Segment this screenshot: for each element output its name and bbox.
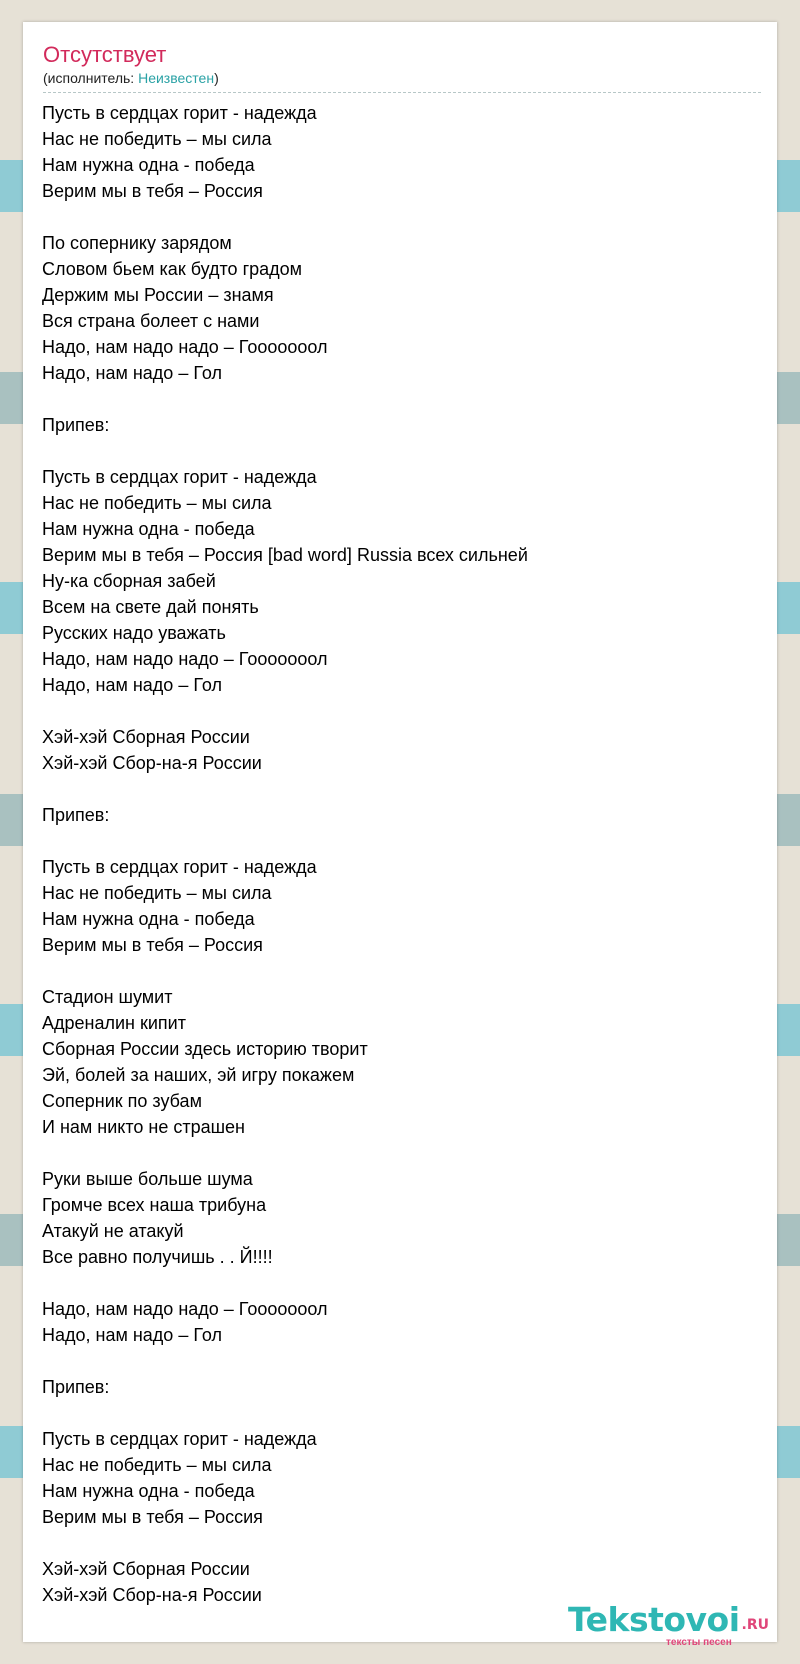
artist-prefix: (исполнитель:	[43, 70, 139, 86]
logo-tagline: тексты песен	[666, 1637, 732, 1648]
lyrics-card	[23, 22, 777, 1648]
lyrics-text: Пусть в сердцах горит - надежда Нас не победить – мы сила Нам нужна одна - победа Верим мы в тебя – Россия По сопернику зарядом Словом бьем как будто градом Держим мы России – знамя Вся страна болеет с нами Надо, нам надо надо – Гооооооол Надо, нам надо – Гол Припев: Пусть в сердцах горит - надежда Нас не победить – мы сила Нам нужна одна - победа Верим мы в тебя – Россия [bad word] Russia всех сильней Ну-ка сборная забей Всем на свете дай понять Русских надо уважать Надо, нам надо надо – Гооооооол Надо, нам надо – Гол Хэй-хэй Сборная России Хэй-хэй Сбор-на-я России Припев: Пусть в сердцах горит - надежда Нас не победить – мы сила Нам нужна одна - победа Верим мы в тебя – Россия Стадион шумит Адреналин кипит Сборная России здесь историю творит Эй, болей за наших, эй игру покажем Соперник по зубам И нам никто не страшен Руки выше больше шума Громче всех наша трибуна Атакуй не атакуй Все равно получишь . . Й!!!! Надо, нам надо надо – Гооооооол Надо, нам надо – Гол Припев: Пусть в сердцах горит - надежда Нас не победить – мы сила Нам нужна одна - победа Верим мы в тебя – Россия Хэй-хэй Сборная России Хэй-хэй Сбор-на-я России	[42, 103, 528, 1605]
header-divider	[43, 92, 761, 93]
logo-domain-suffix: .RU	[741, 1617, 770, 1633]
site-logo[interactable]	[568, 1600, 770, 1648]
artist-line	[43, 69, 757, 87]
artist-link[interactable]: Неизвестен	[138, 70, 215, 86]
artist-suffix: )	[214, 70, 219, 86]
song-header	[43, 42, 757, 87]
song-title: Отсутствует	[43, 42, 167, 67]
logo-main-text: Tekstovoi	[568, 1600, 740, 1639]
